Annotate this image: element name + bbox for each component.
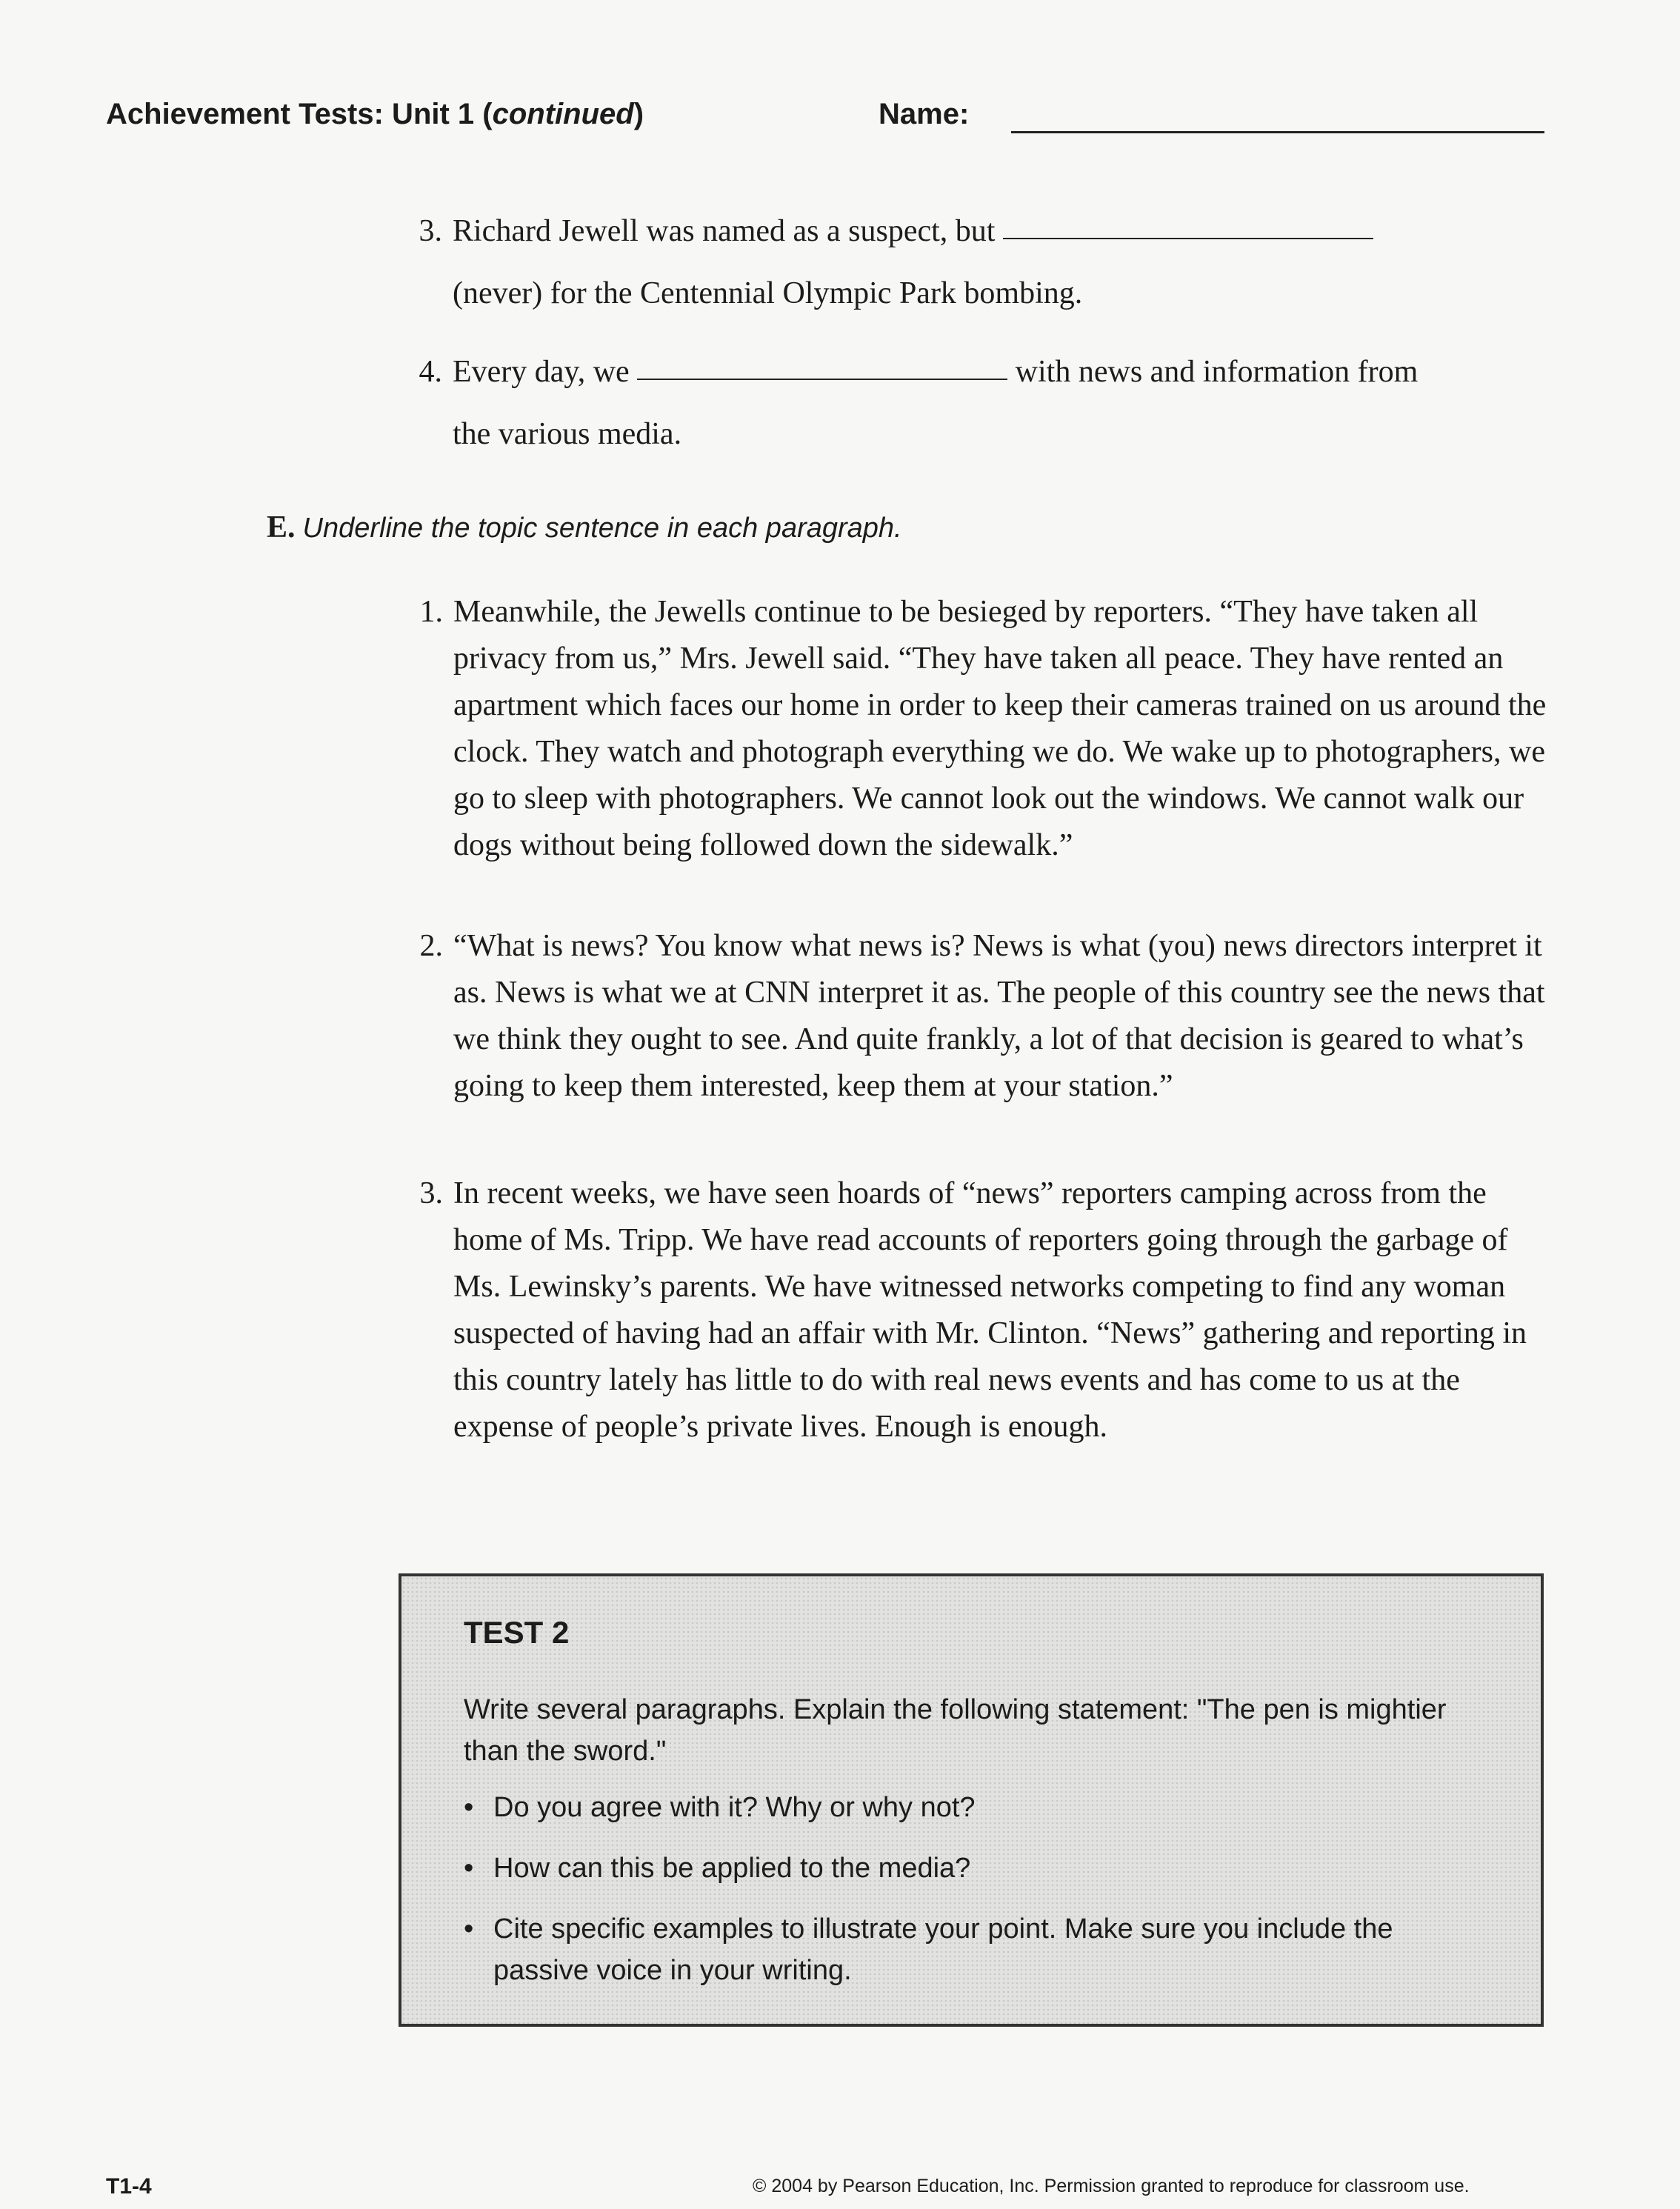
test2-bullet: [464, 1787, 1486, 1828]
cloze-item-3-continued: (never) for the Centennial Olympic Park bombing.: [453, 276, 1083, 310]
page-number: T1-4: [106, 2174, 152, 2199]
title-end: ): [633, 98, 644, 130]
bullet-text: How can this be applied to the media?: [493, 1853, 971, 1884]
paragraph-number: 2.: [419, 929, 443, 963]
copyright-notice: © 2004 by Pearson Education, Inc. Permission granted to reproduce for classroom use.: [753, 2176, 1470, 2196]
test2-title: TEST 2: [464, 1615, 570, 1650]
item-text-after: with news and information from: [1015, 355, 1419, 389]
name-field-line[interactable]: [1011, 131, 1544, 133]
test2-bullet: [464, 1848, 1486, 1889]
section-e-heading: [267, 510, 902, 545]
bullet-icon: •: [464, 1853, 474, 1884]
test2-box: [399, 1573, 1544, 2027]
paragraph-number: 3.: [419, 1176, 443, 1210]
title-main: Achievement Tests: Unit 1 (: [106, 98, 493, 130]
cloze-item-4-continued: the various media.: [453, 417, 682, 451]
item-text-before: Every day, we: [453, 355, 630, 389]
bullet-text: Do you agree with it? Why or why not?: [493, 1792, 976, 1823]
cloze-item-4: [404, 341, 1418, 403]
paragraph-text[interactable]: In recent weeks, we have seen hoards of “news” reporters camping across from the home of Ms. Tripp. We have read accounts of reporters going through the garbage of Ms. Lewinsky’s parents. We have witnessed networks competing to find any woman suspected of having had an affair with Mr. Clinton. “News” gathering and reporting in this country lately has little to do with real news events and has come to us at the expense of people’s private lives. Enough is enough.: [453, 1176, 1527, 1444]
test2-prompt: Write several paragraphs. Explain the following statement: "The pen is mightier than the sword.": [464, 1694, 1447, 1767]
paragraph-item-2: [401, 923, 1557, 1110]
bullet-icon: •: [464, 1913, 474, 1945]
paragraph-item-3: [401, 1170, 1557, 1450]
bullet-text: Cite specific examples to illustrate your point. Make sure you include the passive voice in your writing.: [493, 1913, 1393, 1986]
item-text: Richard Jewell was named as a suspect, but: [453, 214, 996, 248]
item-number: 3.: [419, 214, 442, 248]
paragraph-number: 1.: [419, 595, 443, 629]
answer-blank[interactable]: [637, 379, 1007, 380]
title-italic: continued: [492, 98, 634, 130]
section-letter: E.: [267, 510, 296, 544]
answer-blank[interactable]: [1003, 238, 1373, 239]
page-title: [106, 98, 644, 131]
bullet-icon: •: [464, 1792, 474, 1823]
paragraph-text[interactable]: “What is news? You know what news is? News is what (you) news directors interpret it as. News is what we at CNN interpret it as. The people of this country see the news that we think they ought to see. And quite frankly, a lot of that decision is geared to what’s going to keep them interested, keep them at your station.”: [453, 929, 1545, 1103]
paragraph-text[interactable]: Meanwhile, the Jewells continue to be besieged by reporters. “They have taken all privacy from us,” Mrs. Jewell said. “They have taken all peace. They have rented an apartment which faces our home in order to keep their cameras trained on us around the clock. They watch and photograph everything we do. We wake up to photographers, we go to sleep with photographers. We cannot look out the windows. We cannot walk our dogs without being followed down the sidewalk.”: [453, 595, 1547, 862]
name-label: Name:: [879, 98, 970, 130]
item-number: 4.: [419, 355, 442, 389]
paragraph-item-1: [401, 589, 1557, 869]
cloze-item-3: [404, 200, 1373, 262]
test2-bullet: [464, 1908, 1486, 1991]
section-instruction: Underline the topic sentence in each paragraph.: [302, 513, 902, 544]
